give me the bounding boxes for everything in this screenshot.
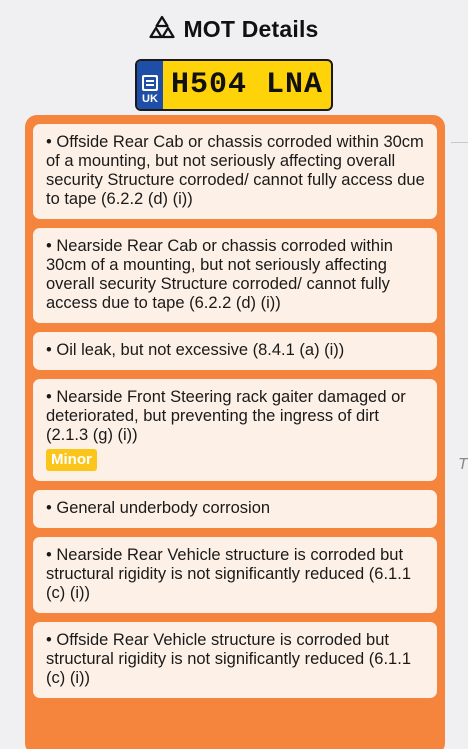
advisory-item xyxy=(33,537,437,613)
page-title: MOT Details xyxy=(183,15,319,42)
mot-triangle-logo-icon xyxy=(149,15,175,43)
advisory-text: • Offside Rear Vehicle structure is corroded but structural rigidity is not significantly reduced (6.1.1 (c) (i)) xyxy=(46,631,411,687)
plate-country-band xyxy=(137,61,163,109)
page-header xyxy=(0,12,468,46)
uk-flag-icon xyxy=(142,75,158,91)
advisory-item xyxy=(33,228,437,323)
advisory-text: • Offside Rear Cab or chassis corroded within 30cm of a mounting, but not seriously affecting overall security Structure corroded/ cannot fully access due to tape (6.2.2 (d) (i)) xyxy=(46,133,425,208)
plate-registration: H504 LNA xyxy=(170,68,324,102)
advisory-panel xyxy=(25,115,445,749)
advisory-item xyxy=(33,622,437,698)
advisory-item xyxy=(33,379,437,481)
side-divider xyxy=(451,142,468,143)
plate-country-code: UK xyxy=(142,93,158,105)
advisory-text: • Nearside Front Steering rack gaiter damaged or deteriorated, but preventing the ingress of dirt (2.1.3 (g) (i)) xyxy=(46,388,406,444)
advisory-text: • Nearside Rear Cab or chassis corroded within 30cm of a mounting, but not seriously affecting overall security Structure corroded/ cannot fully access due to tape (6.2.2 (d) (i)) xyxy=(46,237,393,312)
advisory-item xyxy=(33,332,437,370)
advisory-text: • Oil leak, but not excessive (8.4.1 (a) (i)) xyxy=(46,341,345,359)
side-glyph: T xyxy=(458,456,468,473)
advisory-text: • Nearside Rear Vehicle structure is corroded but structural rigidity is not significantly reduced (6.1.1 (c) (i)) xyxy=(46,546,411,602)
severity-badge: Minor xyxy=(46,449,97,471)
advisory-text: • General underbody corrosion xyxy=(46,499,271,517)
advisory-item xyxy=(33,490,437,528)
advisory-item xyxy=(33,124,437,219)
registration-plate xyxy=(135,59,333,111)
